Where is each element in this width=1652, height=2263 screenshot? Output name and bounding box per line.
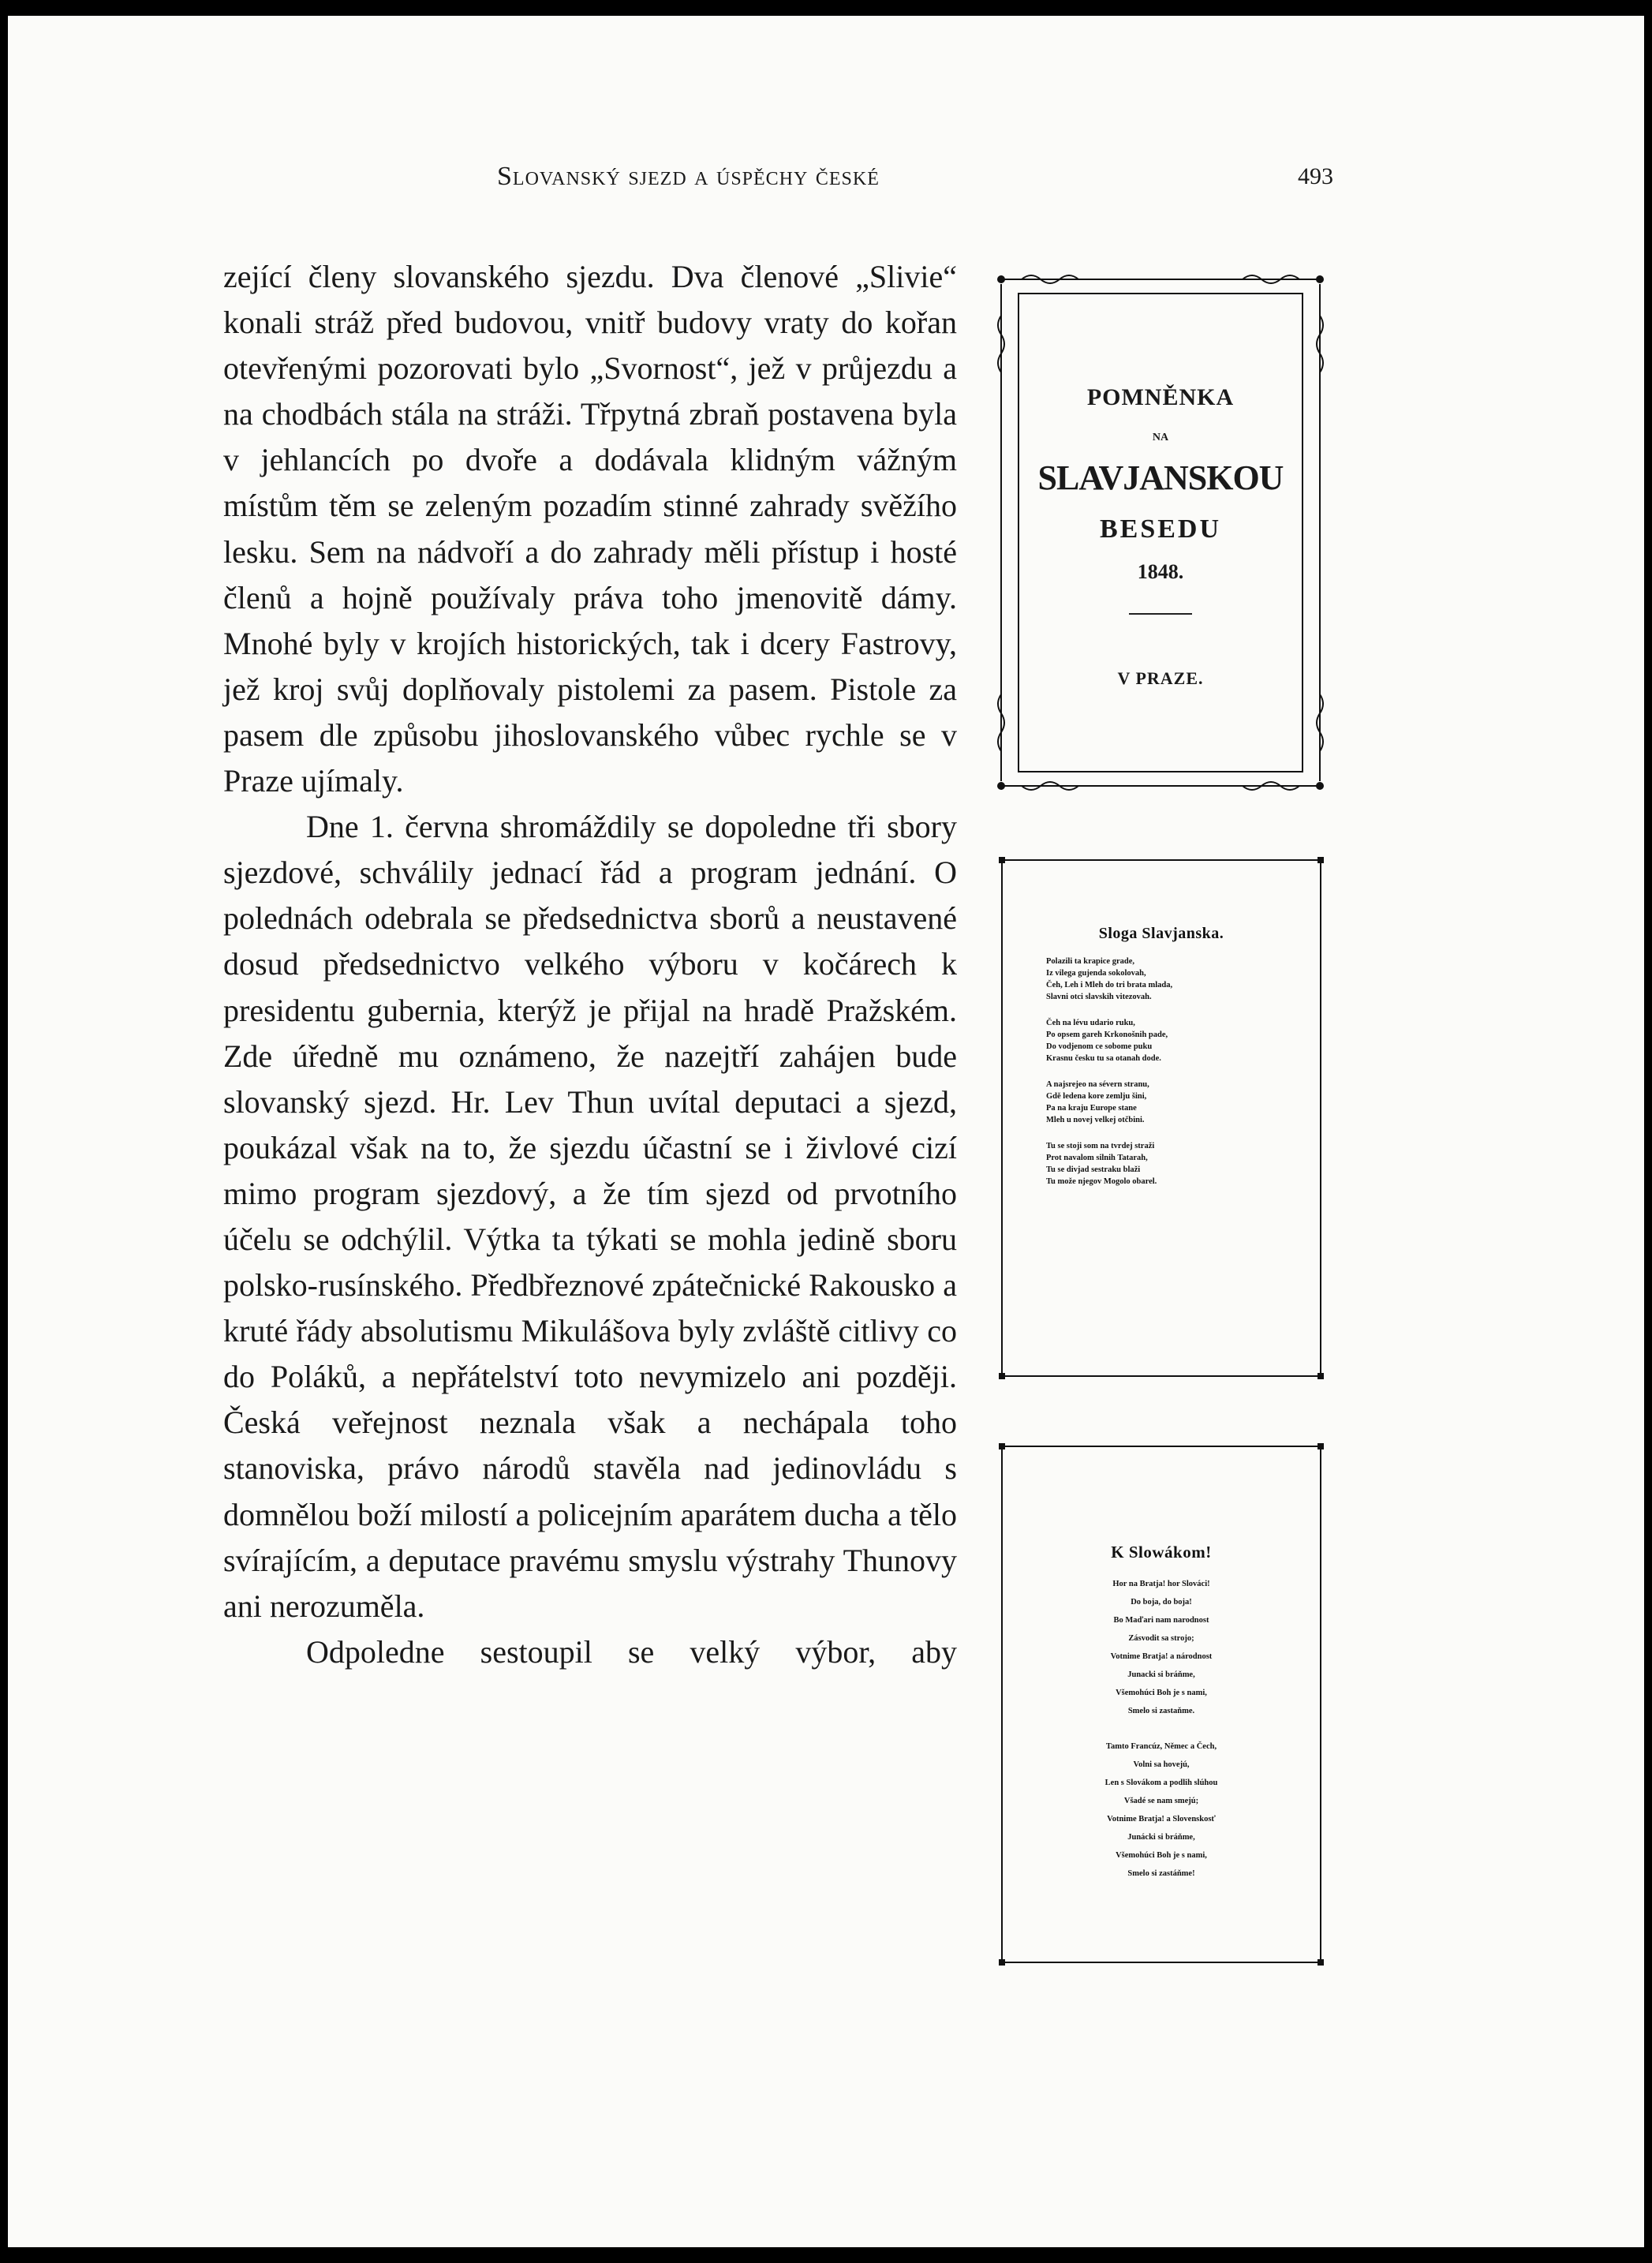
stanza <box>996 1575 1327 1720</box>
poem-line: Po opsem gareh Krkonošnih pade, <box>1046 1031 1168 1039</box>
poem-line: Zásvodit sa strojo; <box>1128 1634 1194 1643</box>
paragraph-1: zející členy slovanského sjezdu. Dva členové „Slivie“ konali stráž před budovou, vnitř budovy vraty do kořan otevřenými pozorovati bylo „Svornost“, jež v průjezdu a na chodbách stála na stráži. Třpytná zbraň postavena byla v jehlancích po dvoře a dodávala klidným vážným místům těm se zeleným pozadím stinné zahrady svěžího lesku. Sem na nádvoří a do zahrady měli přístup i hosté členů a hojně používaly práva toho jmenovitě dámy. Mnohé byly v krojích historických, tak i dcery Fastrovy, jež kroj svůj doplňovaly pistolemi za pasem. Pistole za pasem dle způsobu jihoslovanského vůbec rychle se v Praze ujímaly. <box>223 259 957 799</box>
poem-line: Tamto Francúz, Němec a Čech, <box>1105 1742 1217 1751</box>
poem-line: Junacki si bráňme, <box>1127 1670 1195 1679</box>
poem-line: Smelo si zastáňme! <box>1127 1869 1195 1878</box>
poem-line: Tu se stoji som na tvrdej straži <box>1046 1142 1155 1150</box>
poem-sloga <box>996 925 1327 1202</box>
poem-line: Iz vilega gujenda sokolovah, <box>1046 969 1146 978</box>
poem-line: Gdě ledena kore zemlju šini, <box>1046 1092 1147 1101</box>
poem-line: Junácki si bráňme, <box>1127 1833 1195 1842</box>
poem-title: Sloga Slavjanska. <box>1098 925 1224 942</box>
poem-line: Len s Slovákom a podlih slúhou <box>1104 1779 1218 1787</box>
poem-line: Slavni otci slavskih vitezovah. <box>1046 993 1152 1001</box>
poem-line: Votnime Bratja! a národnost <box>1110 1652 1213 1661</box>
poem-line: Krasnu česku tu sa otanah dode. <box>1046 1054 1161 1063</box>
paragraph-2: Dne 1. června shromáždily se dopoledne tři sbory sjezdové, schválily jednací řád a program jednání. O polednách odebrala se předsednictva sborů a neustavené dosud předsednictvo velkého výboru v kočárech k presidentu gubernia, kterýž je přijal na hradě Pražském. Zde úředně mu oznámeno, že nazejtří zahájen bude slovanský sjezd. Hr. Lev Thun uvítal deputaci a sjezd, poukázal však na to, že sjezdu účastní se i živlové cizí mimo program sjezdový, a že tím sjezd od prvotního účelu se odchýlil. Výtka ta týkati se mohla jedině sboru polsko-rusínského. Předbřeznové zpátečnické Rakousko a kruté řády absolutismu Mikulášova byly zvláště citlivy co do Poláků, a nepřátelství toto nevymizelo ani později. Česká veřejnost neznala však a nechápala toho stanoviska, právo národů stavěla nad jedinovládu s domnělou boží milostí a policejním aparátem ducha a tělo svírajícím, a deputace pravému smyslu výstrahy Thunovy ani nerozuměla. <box>223 809 957 1624</box>
poem-line: Čeh, Leh i Mleh do tri brata mlada, <box>1046 981 1173 989</box>
panel-pomnenka <box>990 268 1331 797</box>
poem-line: Smelo si zastaňme. <box>1127 1707 1195 1715</box>
running-title: Slovanský sjezd a úspěchy české <box>497 162 880 191</box>
paragraph-3: Odpoledne sestoupil se velký výbor, aby <box>306 1633 957 1670</box>
poem-line: Tu se divjad sestraku blaži <box>1046 1165 1141 1174</box>
stanza <box>996 1079 1327 1126</box>
page-number: 493 <box>1298 163 1333 189</box>
poem-line: A najsrejeo na sévern stranu, <box>1046 1080 1149 1089</box>
poem-line: Hor na Bratja! hor Slováci! <box>1112 1580 1210 1588</box>
poem-line: Mleh u novej velkej otčbini. <box>1046 1116 1145 1124</box>
panel-k-slowakom <box>996 1440 1327 1969</box>
poem-line: Polazili ta krapice grade, <box>1046 957 1134 966</box>
poem-line: Do boja, do boja! <box>1131 1598 1192 1607</box>
pomnenka-line-4: BESEDU <box>1099 514 1222 544</box>
pomnenka-place: V PRAZE. <box>1117 668 1204 688</box>
stanza <box>996 956 1327 1003</box>
poem-line: Pa na kraju Europe stane <box>1046 1104 1137 1113</box>
poem-line: Bo Maďari nam narodnost <box>1113 1616 1209 1625</box>
poem-line: Tu može njegov Mogolo obarel. <box>1046 1177 1157 1186</box>
stanza <box>996 1737 1327 1883</box>
poem-line: Do vodjenom ce sobome puku <box>1046 1042 1153 1051</box>
poem-line: Prot navalom silnih Tatarah, <box>1046 1154 1148 1162</box>
divider <box>1129 613 1192 615</box>
pomnenka-line-2: NA <box>1152 432 1169 443</box>
pomnenka-text <box>1018 294 1303 772</box>
panel-sloga-slavjanska <box>996 854 1327 1382</box>
pomnenka-line-1: POMNĚNKA <box>1086 384 1235 410</box>
pomnenka-year: 1848. <box>1137 560 1184 583</box>
poem-k-slowakom <box>996 1543 1327 1900</box>
poem-line: Všadé se nam smejú; <box>1123 1797 1199 1805</box>
poem-line: Votnime Bratja! a Slovenskosť <box>1107 1815 1216 1823</box>
poem-line: Všemohúci Boh je s nami, <box>1116 1689 1207 1697</box>
body-text <box>223 254 957 1675</box>
poem-line: Volni sa hovejú, <box>1133 1760 1190 1769</box>
stanza <box>996 1140 1327 1188</box>
stanza <box>996 1017 1327 1064</box>
poem-line: Čeh na lévu udario ruku, <box>1046 1019 1135 1027</box>
pomnenka-line-3: SLAVJANSKOU <box>1037 458 1284 497</box>
poem-title: K Slowákom! <box>1111 1543 1212 1562</box>
poem-line: Všemohúci Boh je s nami, <box>1116 1851 1207 1860</box>
